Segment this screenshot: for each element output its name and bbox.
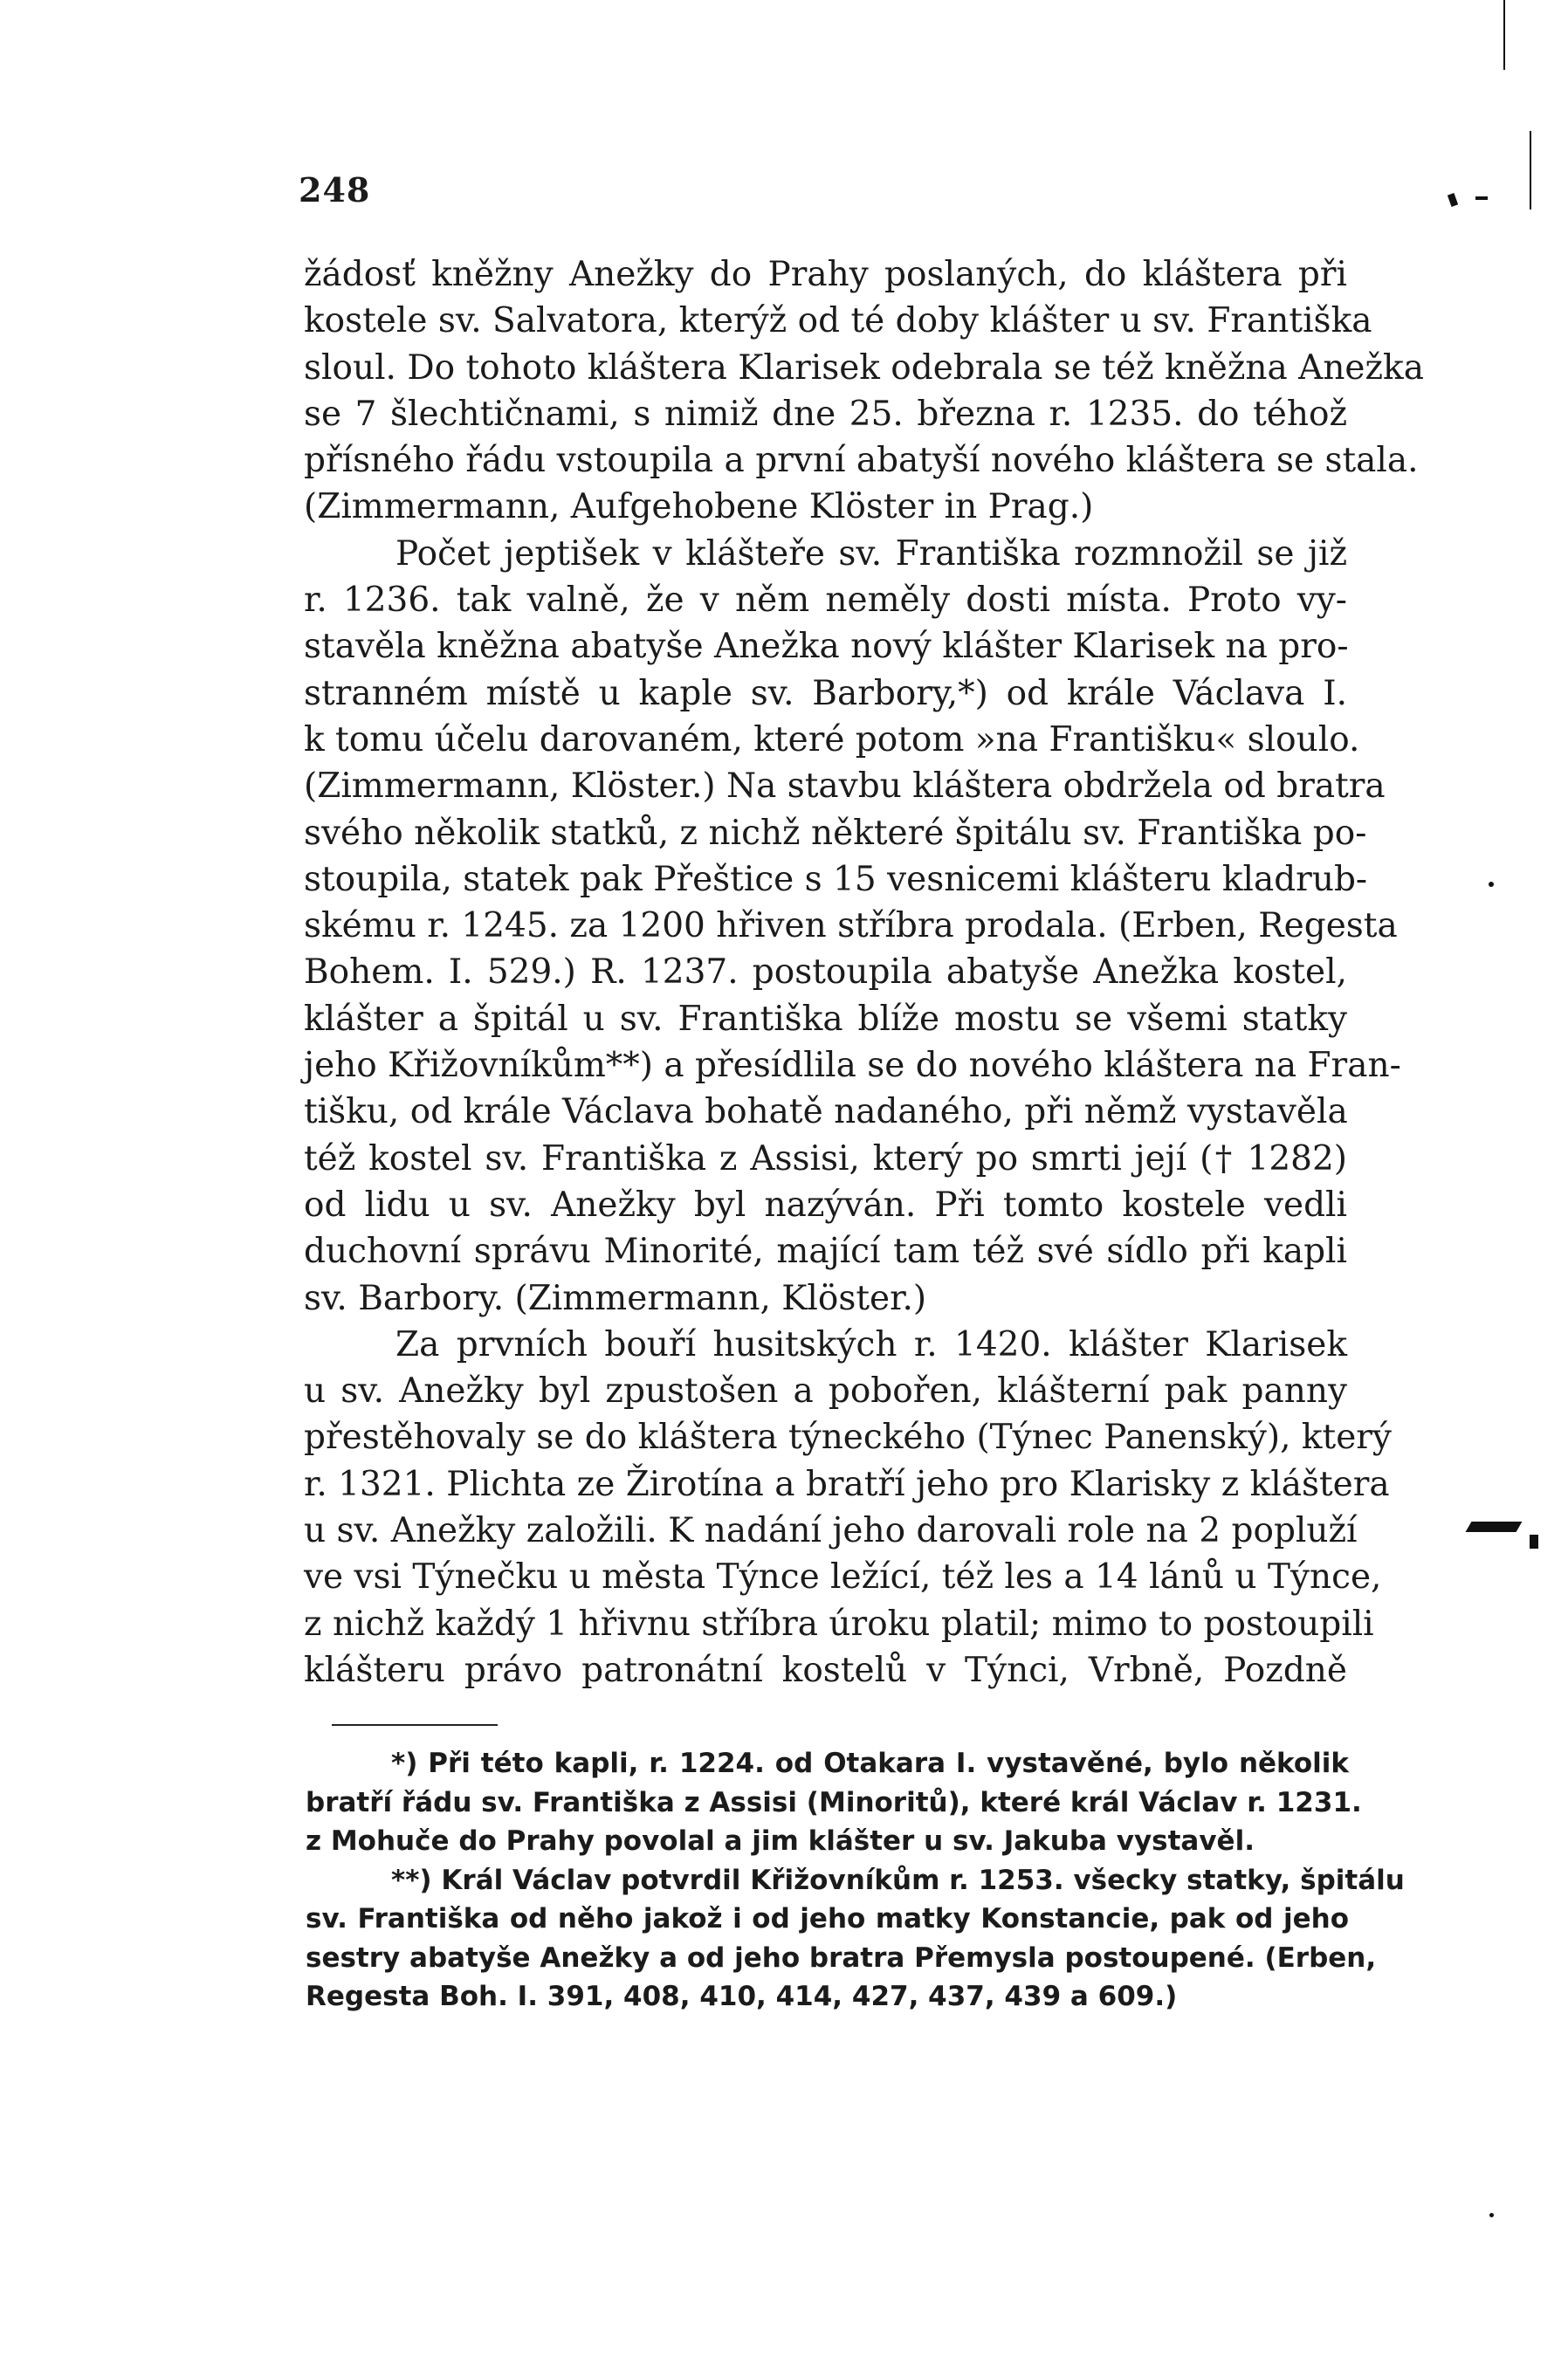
text-line: klášter a špitál u sv. Františka blíže mostu se všemi statky xyxy=(304,999,1347,1039)
text-line: tišku, od krále Václava bohatě nadaného, při němž vystavěla xyxy=(304,1092,1348,1132)
page-number: 248 xyxy=(299,170,371,210)
text-line: též kostel sv. Františka z Assisi, který po smrti její († 1282) xyxy=(304,1138,1347,1179)
text-line: Za prvních bouří husitských r. 1420. klášter Klarisek xyxy=(395,1324,1347,1364)
scan-mark xyxy=(1475,196,1488,200)
text-line: r. 1321. Plichta ze Žirotína a bratří jeho pro Klarisky z kláštera xyxy=(304,1464,1390,1504)
footnote-line: bratří řádu sv. Františka z Assisi (Minoritů), které král Václav r. 1231. xyxy=(306,1786,1362,1818)
text-line: stoupila, statek pak Přeštice s 15 vesnicemi klášteru kladrub- xyxy=(304,859,1368,899)
main-text xyxy=(304,251,1424,1694)
text-line: jeho Křižovníkům**) a přesídlila se do nového kláštera na Fran- xyxy=(304,1046,1401,1086)
text-line: u sv. Anežky byl zpustošen a pobořen, klášterní pak panny xyxy=(304,1371,1347,1412)
text-line: kostele sv. Salvatora, kterýž od té doby klášter u sv. Františka xyxy=(304,301,1372,341)
footnotes xyxy=(306,1744,1405,2017)
footnote-line: sestry abatyše Anežky a od jeho bratra Přemysla postoupené. (Erben, xyxy=(306,1941,1377,1974)
text-line: r. 1236. tak valně, že v něm neměly dosti místa. Proto vy- xyxy=(304,581,1347,621)
footnote-line: sv. Františka od něho jakož i od jeho matky Konstancie, pak od jeho xyxy=(306,1903,1349,1934)
scan-edge-line xyxy=(1503,0,1505,70)
text-line: stavěla kněžna abatyše Anežka nový klášter Klarisek na pro- xyxy=(304,627,1349,667)
text-line: se 7 šlechtičnami, s nimiž dne 25. března r. 1235. do téhož xyxy=(304,394,1347,434)
footnote-line: *) Při této kapli, r. 1224. od Otakara I. vystavěné, bylo několik xyxy=(391,1748,1349,1779)
scan-mark xyxy=(1489,882,1494,887)
scan-mark xyxy=(1489,2213,1494,2217)
text-line: (Zimmermann, Aufgehobene Klöster in Prag.) xyxy=(304,487,1094,527)
text-line: Počet jeptišek v klášteře sv. Františka rozmnožil se již xyxy=(395,533,1347,574)
text-line: přísného řádu vstoupila a první abatyší nového kláštera se stala. xyxy=(304,441,1419,481)
text-line: stranném místě u kaple sv. Barbory,*) od krále Václava I. xyxy=(304,673,1347,713)
scan-mark xyxy=(1530,1535,1538,1549)
text-line: duchovní správu Minorité, mající tam též své sídlo při kapli xyxy=(304,1232,1347,1272)
text-line: skému r. 1245. za 1200 hřiven stříbra prodala. (Erben, Regesta xyxy=(304,906,1398,946)
text-line: od lidu u sv. Anežky byl nazýván. Při tomto kostele vedli xyxy=(304,1185,1347,1225)
text-line: Bohem. I. 529.) R. 1237. postoupila abatyše Anežka kostel, xyxy=(304,952,1347,993)
text-line: klášteru právo patronátní kostelů v Týnci, Vrbně, Pozdně xyxy=(304,1650,1347,1690)
footnote-divider xyxy=(332,1724,498,1726)
scan-edge-line xyxy=(1530,131,1531,210)
scan-mark xyxy=(1466,1522,1523,1532)
text-line: přestěhovaly se do kláštera týneckého (Týnec Panenský), který xyxy=(304,1418,1392,1458)
text-line: k tomu účelu darovaném, které potom »na Františku« sloulo. xyxy=(304,719,1360,759)
text-line: žádosť kněžny Anežky do Prahy poslaných, do kláštera při xyxy=(304,255,1347,294)
text-line: ve vsi Týnečku u města Týnce ležící, též les a 14 lánů u Týnce, xyxy=(304,1557,1382,1598)
text-line: z nichž každý 1 hřivnu stříbra úroku platil; mimo to postoupili xyxy=(304,1604,1374,1644)
text-line: (Zimmermann, Klöster.) Na stavbu kláštera obdržela od bratra xyxy=(304,766,1386,807)
footnote-line: Regesta Boh. I. 391, 408, 410, 414, 427, 437, 439 a 609.) xyxy=(306,1981,1178,2012)
scan-mark xyxy=(1448,193,1458,207)
footnote-line: z Mohuče do Prahy povolal a jim klášter u sv. Jakuba vystavěl. xyxy=(306,1825,1255,1857)
text-line: sloul. Do tohoto kláštera Klarisek odebrala se též kněžna Anežka xyxy=(304,347,1424,388)
footnote-line: **) Král Václav potvrdil Křižovníkům r. 1253. všecky statky, špitálu xyxy=(391,1864,1405,1896)
text-line: u sv. Anežky založili. K nadání jeho darovali role na 2 popluží xyxy=(304,1511,1358,1551)
text-line: svého několik statků, z nichž některé špitálu sv. Františka po- xyxy=(304,813,1367,853)
text-line: sv. Barbory. (Zimmermann, Klöster.) xyxy=(304,1278,927,1318)
